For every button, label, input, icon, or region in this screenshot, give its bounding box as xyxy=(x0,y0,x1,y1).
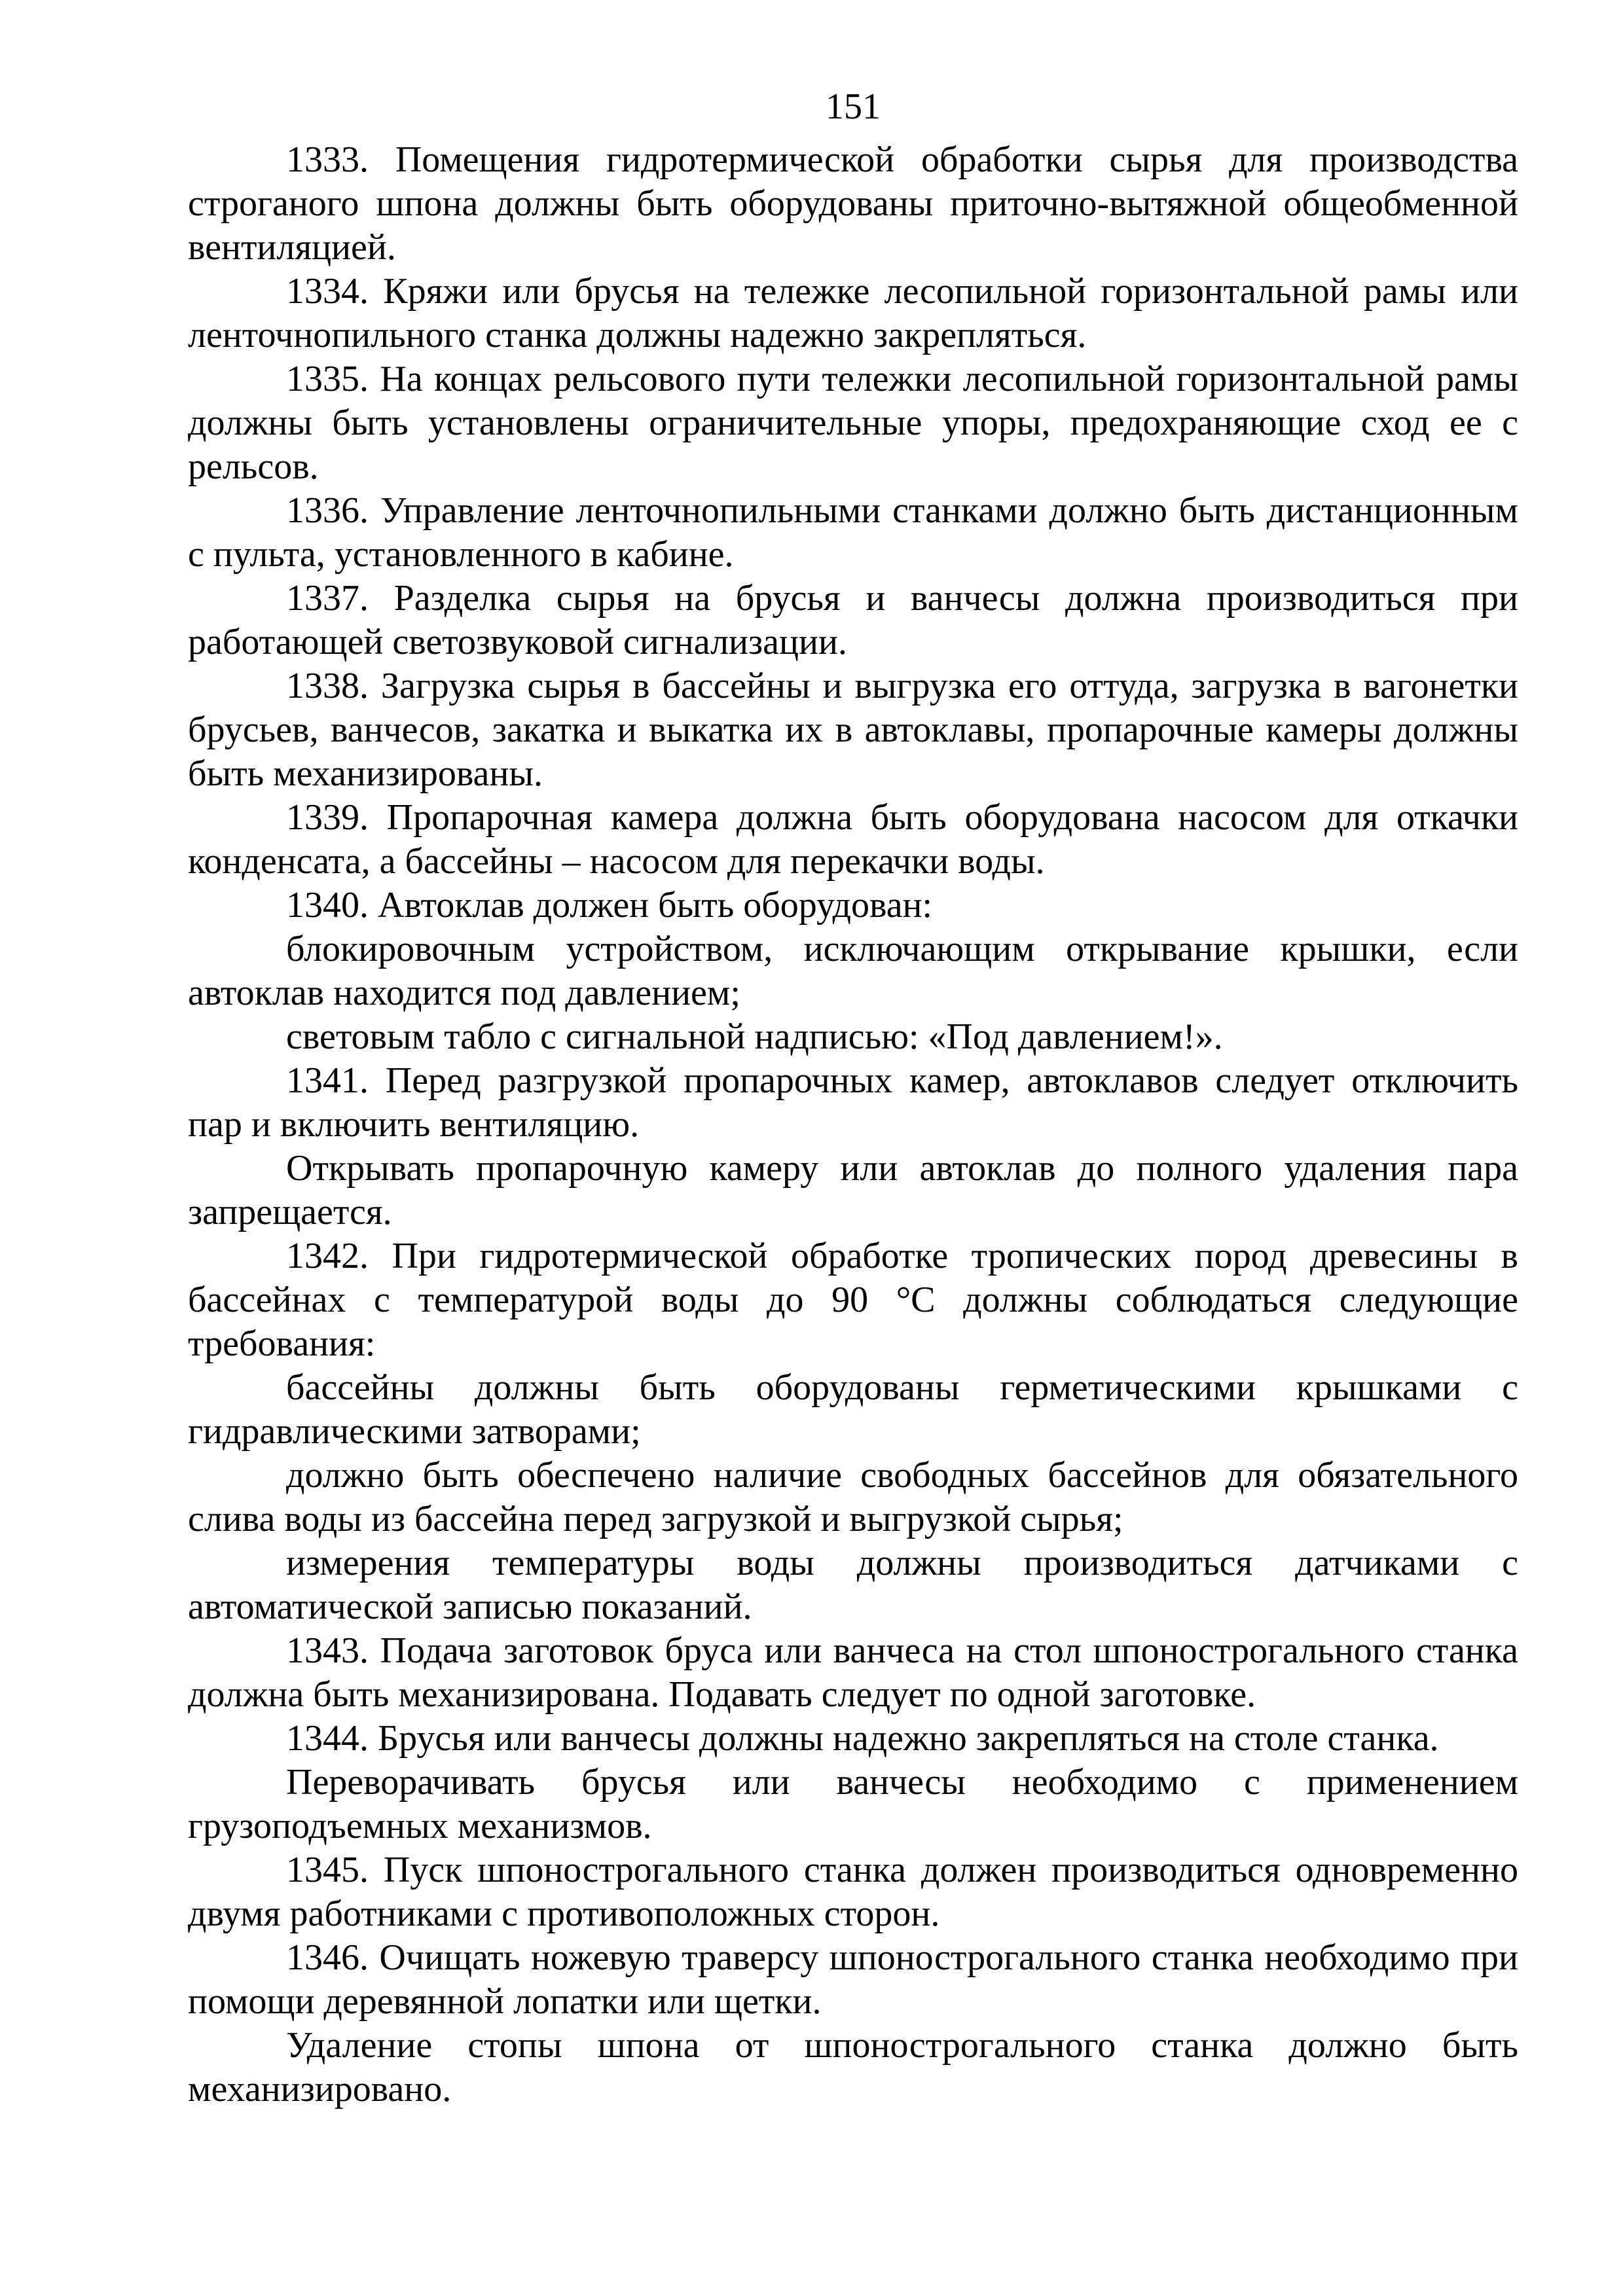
paragraph-1336: 1336. Управление ленточнопильными станками должно быть дистанционным с пульта, установленного в кабине. xyxy=(188,490,1518,575)
paragraph-1334: 1334. Кряжи или брусья на тележке лесопильной горизонтальной рамы или ленточнопильного станка должны надежно закрепляться. xyxy=(188,271,1518,355)
paragraph-1340-item-1: блокировочным устройством, исключающим открывание крышки, если автоклав находится под давлением; xyxy=(188,929,1518,1013)
paragraph-1333: 1333. Помещения гидротермической обработки сырья для производства строганого шпона должны быть оборудованы приточно-вытяжной общеобменной вентиляцией. xyxy=(188,139,1518,268)
paragraph-1346-continued: Удаление стопы шпона от шпонострогального станка должно быть механизировано. xyxy=(188,2025,1518,2109)
document-page xyxy=(188,85,1518,2111)
paragraph-1344-continued: Переворачивать брусья или ванчесы необходимо с применением грузоподъемных механизмов. xyxy=(188,1762,1518,1846)
paragraph-1343: 1343. Подача заготовок бруса или ванчеса на стол шпонострогального станка должна быть механизирована. Подавать следует по одной заготовке. xyxy=(188,1630,1518,1715)
paragraph-1339: 1339. Пропарочная камера должна быть оборудована насосом для откачки конденсата, а бассейны – насосом для перекачки воды. xyxy=(188,797,1518,882)
paragraph-1338: 1338. Загрузка сырья в бассейны и выгрузка его оттуда, загрузка в вагонетки брусьев, ванчесов, закатка и выкатка их в автоклавы, пропарочные камеры должны быть механизированы. xyxy=(188,666,1518,794)
paragraph-1344: 1344. Брусья или ванчесы должны надежно закрепляться на столе станка. xyxy=(286,1718,1439,1759)
paragraph-1341: 1341. Перед разгрузкой пропарочных камер, автоклавов следует отключить пар и включить вентиляцию. xyxy=(188,1060,1518,1145)
paragraph-1335: 1335. На концах рельсового пути тележки лесопильной горизонтальной рамы должны быть установлены ограничительные упоры, предохраняющие сход ее с рельсов. xyxy=(188,359,1518,487)
paragraph-1341-continued: Открывать пропарочную камеру или автоклав до полного удаления пара запрещается. xyxy=(188,1148,1518,1232)
paragraph-1342-item-1: бассейны должны быть оборудованы герметическими крышками с гидравлическими затворами; xyxy=(188,1367,1518,1452)
paragraph-1337: 1337. Разделка сырья на брусья и ванчесы должна производиться при работающей светозвуковой сигнализации. xyxy=(188,578,1518,662)
paragraph-1340-item-2: световым табло с сигнальной надписью: «Под давлением!». xyxy=(286,1016,1223,1057)
paragraph-1342-item-2: должно быть обеспечено наличие свободных бассейнов для обязательного слива воды из бассейна перед загрузкой и выгрузкой сырья; xyxy=(188,1455,1518,1539)
paragraph-1345: 1345. Пуск шпонострогального станка должен производиться одновременно двумя работниками с противоположных сторон. xyxy=(188,1850,1518,1934)
paragraph-1342: 1342. При гидротермической обработке тропических пород древесины в бассейнах с температурой воды до 90 °С должны соблюдаться следующие требования: xyxy=(188,1236,1518,1364)
paragraph-1340: 1340. Автоклав должен быть оборудован: xyxy=(286,885,933,925)
paragraph-1342-item-3: измерения температуры воды должны производиться датчиками с автоматической записью показаний. xyxy=(188,1543,1518,1627)
paragraph-1346: 1346. Очищать ножевую траверсу шпонострогального станка необходимо при помощи деревянной лопатки или щетки. xyxy=(188,1937,1518,2022)
page-number: 151 xyxy=(826,86,881,127)
